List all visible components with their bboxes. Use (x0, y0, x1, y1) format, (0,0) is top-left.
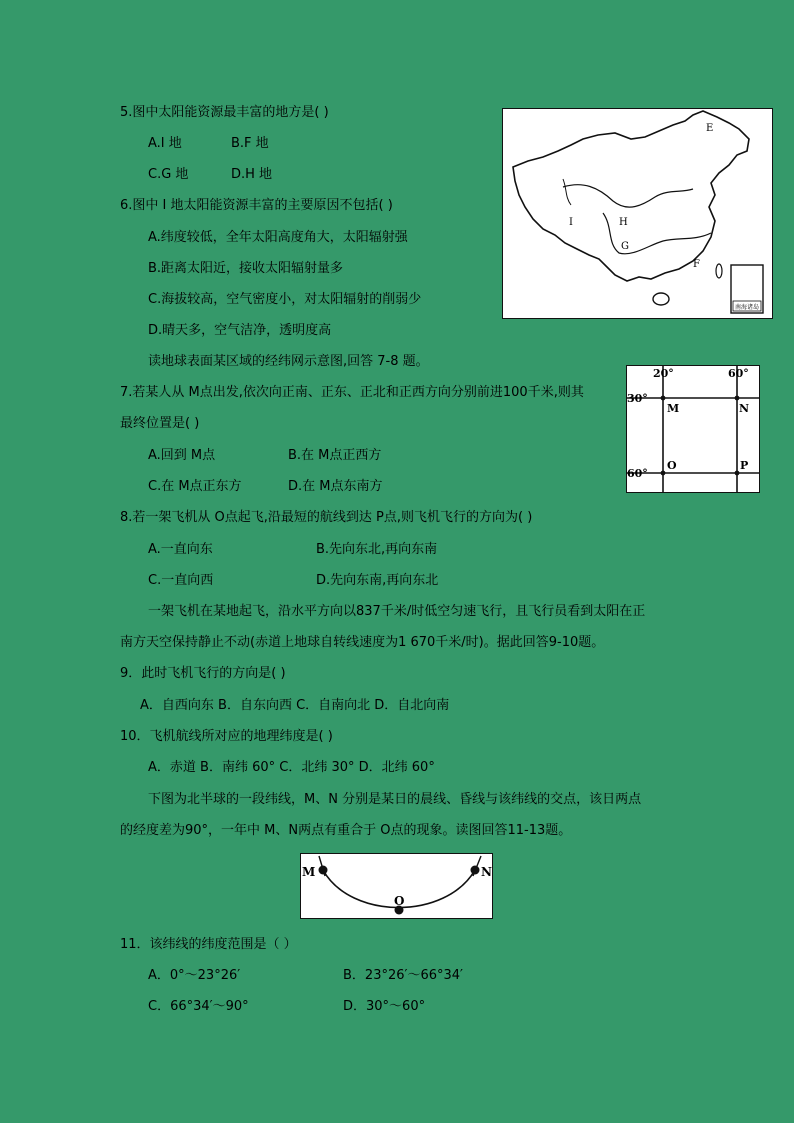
lat-top-label: 30° (627, 392, 648, 405)
latlon-grid-svg (627, 366, 759, 492)
intro-11-13-line2: 的经度差为90°，一年中 M、N两点有重合于 O点的现象。读图回答11-13题。 (120, 823, 572, 838)
q9-stem: 9．此时飞机飞行的方向是( ) (120, 666, 286, 681)
q6-stem: 6.图中 I 地太阳能资源丰富的主要原因不包括( ) (120, 198, 393, 213)
lon-right-label: 60° (728, 367, 749, 380)
q7-option-b: B.在 M点正西方 (288, 448, 382, 463)
q8-option-a: A.一直向东 (148, 542, 213, 557)
map-label-h: H (619, 217, 628, 228)
intro-9-10-line1: 一架飞机在某地起飞，沿水平方向以837千米/时低空匀速飞行，且飞行员看到太阳在正 (148, 604, 646, 619)
arc-point-n-dot (471, 866, 480, 875)
point-m-dot (661, 396, 666, 401)
inset-label: 南海诸岛 (734, 304, 760, 311)
q8-option-b: B.先向东北,再向东南 (316, 542, 438, 557)
arc-point-n-label: N (481, 865, 492, 879)
point-p-dot (735, 471, 740, 476)
q5-option-a: A.I 地 (148, 136, 182, 151)
q7-option-d: D.在 M点东南方 (288, 479, 383, 494)
q7-option-a: A.回到 M点 (148, 448, 216, 463)
intro-7-8: 读地球表面某区域的经纬网示意图,回答 7-8 题。 (148, 354, 429, 369)
china-map-figure (502, 108, 773, 319)
latitude-arc-svg (301, 854, 492, 918)
q5-option-b: B.F 地 (231, 136, 269, 151)
china-map-svg (503, 109, 772, 318)
q5-option-d: D.H 地 (231, 167, 273, 182)
q11-stem: 11．该纬线的纬度范围是（ ） (120, 937, 297, 952)
q6-option-b: B.距离太阳近，接收太阳辐射量多 (148, 261, 344, 276)
point-n-label: N (739, 402, 750, 415)
q10-stem: 10．飞机航线所对应的地理纬度是( ) (120, 729, 333, 744)
lon-left-label: 20° (653, 367, 674, 380)
intro-11-13-line1: 下图为北半球的一段纬线，M、N 分别是某日的晨线、昏线与该纬线的交点，该日两点 (148, 792, 642, 807)
hainan-island (653, 293, 669, 305)
q6-option-c: C.海拔较高，空气密度小，对太阳辐射的削弱少 (148, 292, 422, 307)
point-o-label: O (667, 459, 677, 472)
arc-point-o-label: O (394, 894, 405, 908)
lat-bottom-label: 60° (627, 467, 648, 480)
q6-option-a: A.纬度较低，全年太阳高度角大，太阳辐射强 (148, 230, 408, 245)
taiwan-island (716, 264, 722, 278)
point-n-dot (735, 396, 740, 401)
china-outline (513, 111, 749, 281)
q11-option-a: A．0°～23°26′ (148, 968, 241, 983)
map-label-g: G (621, 241, 629, 252)
q8-option-d: D.先向东南,再向东北 (316, 573, 439, 588)
q11-option-b: B．23°26′～66°34′ (343, 968, 463, 983)
q8-stem: 8.若一架飞机从 O点起飞,沿最短的航线到达 P点,则飞机飞行的方向为( ) (120, 510, 533, 525)
q5-option-c: C.G 地 (148, 167, 189, 182)
latitude-arc-figure (300, 853, 493, 919)
q7-stem-line2: 最终位置是( ) (120, 416, 200, 431)
intro-9-10-line2: 南方天空保持静止不动(赤道上地球自转线速度为1 670千米/时)。据此回答9-10题。 (120, 635, 605, 650)
map-label-e: E (706, 123, 714, 134)
q9-options: A．自西向东 B．自东向西 C．自南向北 D．自北向南 (140, 698, 450, 713)
point-o-dot (661, 471, 666, 476)
q6-option-d: D.晴天多，空气洁净，透明度高 (148, 323, 332, 338)
q7-option-c: C.在 M点正东方 (148, 479, 242, 494)
q11-option-c: C．66°34′～90° (148, 999, 249, 1014)
q7-stem-line1: 7.若某人从 M点出发,依次向正南、正东、正北和正西方向分别前进100千米,则其 (120, 385, 584, 400)
q10-options: A．赤道 B．南纬 60° C．北纬 30° D．北纬 60° (148, 760, 435, 775)
q11-option-d: D．30°～60° (343, 999, 426, 1014)
arc-point-m-label: M (302, 865, 316, 879)
map-label-f: F (693, 259, 700, 270)
point-m-label: M (667, 402, 680, 415)
map-label-i: I (569, 217, 573, 228)
latlon-grid-figure (626, 365, 760, 493)
q5-stem: 5.图中太阳能资源最丰富的地方是( ) (120, 105, 329, 120)
arc-point-m-dot (319, 866, 328, 875)
point-p-label: P (740, 459, 749, 472)
q8-option-c: C.一直向西 (148, 573, 214, 588)
